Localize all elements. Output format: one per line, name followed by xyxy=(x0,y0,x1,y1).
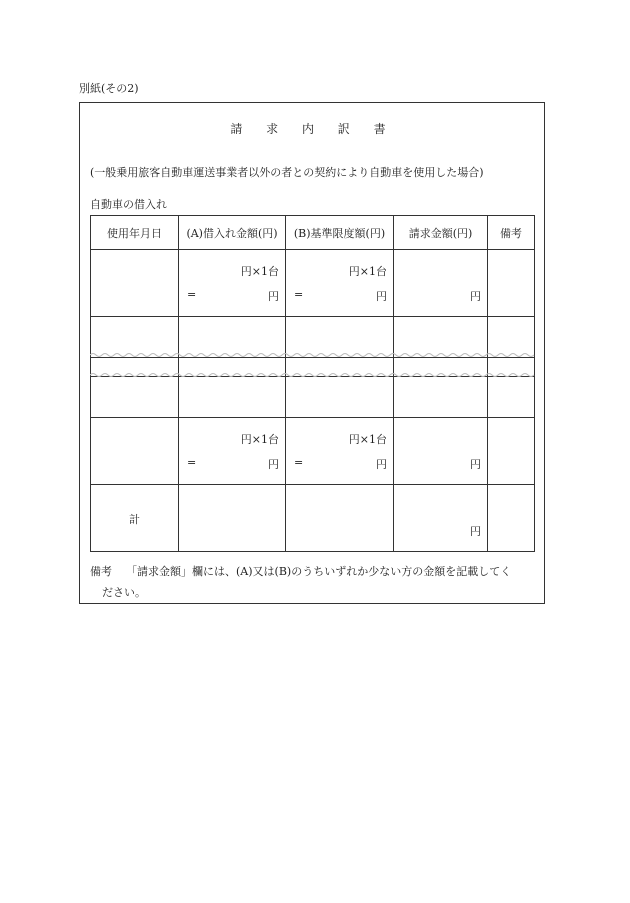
yen-label: 円 xyxy=(376,290,387,303)
break-line-bottom xyxy=(90,372,536,378)
yen-label: 円 xyxy=(376,458,387,471)
equals-sign: = xyxy=(187,456,197,469)
yen-label: 円 xyxy=(268,458,279,471)
per-unit-label: 円×1台 xyxy=(240,433,279,446)
table-row xyxy=(91,418,535,485)
header-date: 使用年月日 xyxy=(91,216,179,250)
equals-sign: = xyxy=(294,288,304,301)
document-title: 請 求 内 訳 書 xyxy=(230,122,396,136)
note-line-2: ださい。 xyxy=(102,586,146,599)
header-remarks: 備考 xyxy=(488,216,535,250)
yen-label: 円 xyxy=(470,525,481,538)
total-row xyxy=(91,485,535,552)
document-subtitle: (一般乗用旅客自動車運送事業者以外の者との契約により自動車を使用した場合) xyxy=(90,166,484,179)
yen-label: 円 xyxy=(470,458,481,471)
yen-label: 円 xyxy=(268,290,279,303)
rental-amount-cell xyxy=(179,418,286,485)
total-label-cell xyxy=(91,485,179,552)
date-cell xyxy=(91,418,179,485)
per-unit-label: 円×1台 xyxy=(348,433,387,446)
note-text: 「請求金額」欄には、(A)又は(B)のうちいずれか少ない方の金額を記載してく xyxy=(126,565,512,578)
breakdown-table xyxy=(90,215,535,552)
attachment-label: 別紙(その2) xyxy=(79,82,139,95)
rental-amount-cell xyxy=(179,250,286,317)
equals-sign: = xyxy=(294,456,304,469)
per-unit-label: 円×1台 xyxy=(348,265,387,278)
break-line-top xyxy=(90,352,536,358)
claim-amount-cell xyxy=(394,418,488,485)
note-line-1 xyxy=(90,563,511,579)
table-row xyxy=(91,377,535,418)
standard-limit-cell xyxy=(286,250,394,317)
table-row xyxy=(91,250,535,317)
claim-amount-cell xyxy=(394,250,488,317)
header-rental-amount: (A)借入れ金額(円) xyxy=(179,216,286,250)
header-claim-amount: 請求金額(円) xyxy=(394,216,488,250)
total-claim-cell xyxy=(394,485,488,552)
remarks-cell xyxy=(488,250,535,317)
note-label: 備考 xyxy=(90,565,112,578)
total-label: 計 xyxy=(129,513,140,526)
header-row xyxy=(91,216,535,250)
remarks-cell xyxy=(488,418,535,485)
header-standard-limit: (B)基準限度額(円) xyxy=(286,216,394,250)
date-cell xyxy=(91,250,179,317)
standard-limit-cell xyxy=(286,418,394,485)
yen-label: 円 xyxy=(470,290,481,303)
per-unit-label: 円×1台 xyxy=(240,265,279,278)
equals-sign: = xyxy=(187,288,197,301)
section-label: 自動車の借入れ xyxy=(90,198,167,211)
